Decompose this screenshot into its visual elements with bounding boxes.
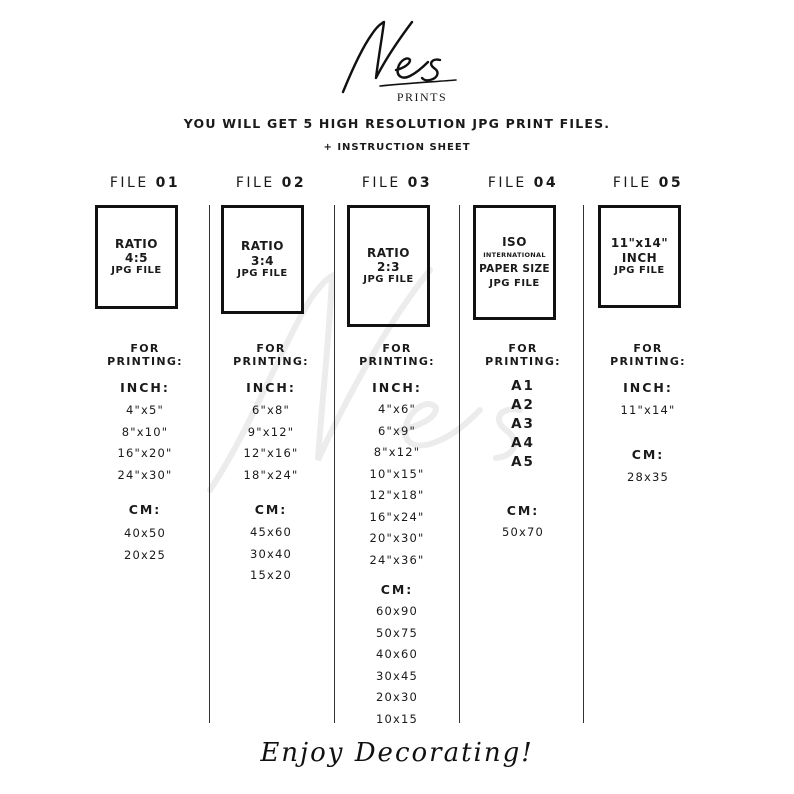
brand-subtitle: PRINTS	[396, 90, 448, 104]
ratio-frame: RATIO 3:4 JPG FILE	[221, 205, 304, 314]
for-printing-label: FOR PRINTING:	[233, 342, 309, 368]
file-title: FILE 03	[361, 175, 433, 191]
file-column-05	[585, 175, 711, 484]
file-column-01	[82, 175, 208, 562]
inch-size-list: 6"x8" 9"x12" 12"x16" 18"x24"	[243, 403, 299, 482]
inch-size-list: 4"x5" 8"x10" 16"x20" 24"x30"	[117, 403, 173, 482]
file-title: FILE 02	[235, 175, 307, 191]
iso-frame: ISO INTERNATIONAL PAPER SIZE JPG FILE	[473, 205, 556, 320]
cm-label: CM:	[380, 582, 414, 597]
cm-label: CM:	[506, 503, 540, 518]
for-printing-label: FOR PRINTING:	[107, 342, 183, 368]
cm-size-list: 40x50 20x25	[123, 526, 167, 562]
file-column-03	[334, 175, 460, 726]
cm-size-list: 28x35	[626, 470, 670, 484]
cm-label: CM:	[631, 447, 665, 462]
for-printing-label: FOR PRINTING:	[359, 342, 435, 368]
headline: YOU WILL GET 5 HIGH RESOLUTION JPG PRINT FILES.	[183, 116, 611, 131]
cm-label: CM:	[254, 502, 288, 517]
inch-size-list: 11"x14"	[620, 403, 676, 417]
ratio-frame: RATIO 2:3 JPG FILE	[347, 205, 430, 327]
inch-label: INCH:	[246, 380, 296, 395]
cm-size-list: 60x90 50x75 40x60 30x45 20x30 10x15	[375, 604, 419, 726]
file-column-04	[460, 175, 586, 539]
for-printing-label: FOR PRINTING:	[610, 342, 686, 368]
instruction-sheet-note: + INSTRUCTION SHEET	[323, 142, 471, 153]
for-printing-label: FOR PRINTING:	[485, 342, 561, 368]
ratio-frame: RATIO 4:5 JPG FILE	[95, 205, 178, 309]
footer-script: Enjoy Decorating!	[260, 738, 534, 768]
file-title: FILE 04	[487, 175, 559, 191]
inch-label: INCH:	[120, 380, 170, 395]
inch-size-list: 4"x6" 6"x9" 8"x12" 10"x15" 12"x18" 16"x24" 20"x30" 24"x36"	[369, 402, 425, 567]
size-frame: 11"x14" INCH JPG FILE	[598, 205, 681, 308]
file-title: FILE 01	[109, 175, 181, 191]
file-title: FILE 05	[612, 175, 684, 191]
cm-size-list: 50x70	[501, 525, 545, 539]
cm-size-list: 45x60 30x40 15x20	[249, 525, 293, 582]
inch-label: INCH:	[372, 380, 422, 395]
inch-label: INCH:	[623, 380, 673, 395]
file-column-02	[208, 175, 334, 582]
a-size-list: A1 A2 A3 A4 A5	[511, 378, 535, 470]
cm-label: CM:	[128, 502, 162, 517]
